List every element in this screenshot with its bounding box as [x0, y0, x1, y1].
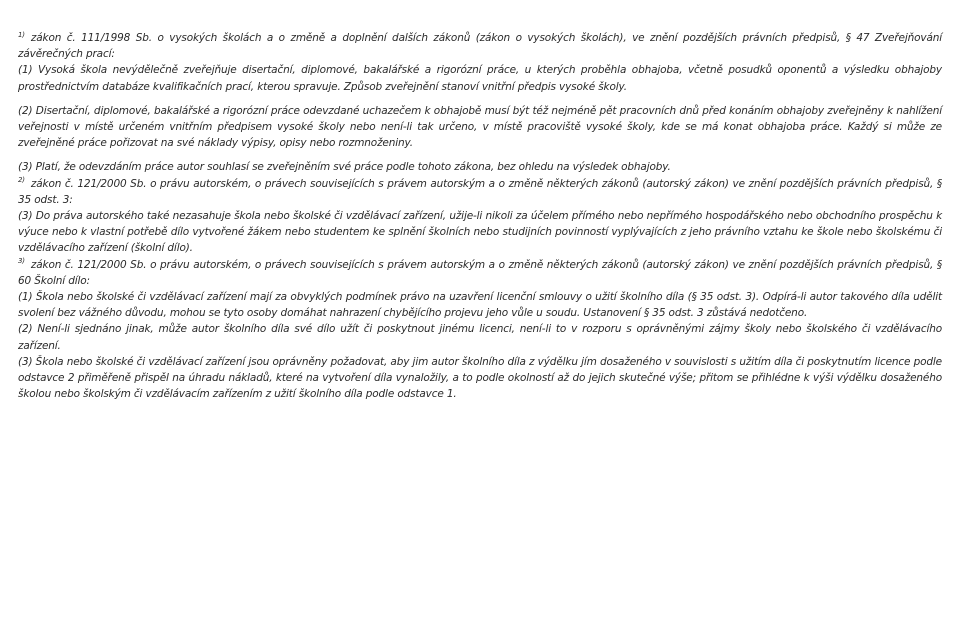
paragraph-text: (3) Škola nebo školské či vzdělávací zařízení jsou oprávněny požadovat, aby jim autor školního díla z výdělku jím dosaženého v souvislosti s užitím díla či poskytnutím licence podle odstavce 2 přiměřeně přispěl na úhradu nákladů, které na vytvoření díla vynaložily, a to podle okolností až do jejich skutečné výše; přitom se přihlédne k výši výdělku dosaženého školou nebo školským či vzdělávacím zařízením z užití školního díla podle odstavce 1.	[18, 355, 942, 401]
footnote-2	[18, 176, 942, 208]
footnote-1	[18, 30, 942, 62]
footnote-text: zákon č. 121/2000 Sb. o právu autorském, o právech souvisejících s právem autorským a o změně některých zákonů (autorský zákon) ve znění pozdějších právních předpisů, § 35 odst. 3:	[18, 177, 942, 206]
footnote-marker: 2)	[18, 176, 25, 185]
footnote-marker: 3)	[18, 257, 25, 266]
paragraph-text: (3) Do práva autorského také nezasahuje škola nebo školské či vzdělávací zařízení, užije-li nikoli za účelem přímého nebo nepřímého hospodářského nebo obchodního prospěchu k výuce nebo k vlastní potřebě dílo vytvořené žákem nebo studentem ke splnění školních nebo studijních povinností vyplývajících z jeho právního vztahu ke škole nebo školskému či vzdělávacího zařízení (školní dílo).	[18, 210, 942, 255]
footnote-marker: 1)	[18, 30, 25, 39]
paragraph-60-3	[18, 354, 942, 403]
footnote-3	[18, 257, 942, 289]
paragraph-text: (1) Škola nebo školské či vzdělávací zařízení mají za obvyklých podmínek právo na uzavření licenční smlouvy o užití školního díla (§ 35 odst. 3). Odpírá-li autor takového díla udělit svolení bez vážného důvodu, mohou se tyto osoby domáhat nahrazení chybějícího projevu jeho vůle u soudu. Ustanovení § 35 odst. 3 zůstává nedotčeno.	[18, 291, 942, 320]
paragraph-60-1	[18, 289, 942, 321]
paragraph-text: (2) Není-li sjednáno jinak, může autor školního díla své dílo užít či poskytnout jinému licenci, není-li to v rozporu s oprávněnými zájmy školy nebo školského či vzdělávacího zařízení.	[18, 323, 942, 352]
paragraph-text: (2) Disertační, diplomové, bakalářské a rigorózní práce odevzdané uchazečem k obhajobě musí být též nejméně pět pracovních dnů před konáním obhajoby zveřejněny k nahlížení veřejnosti v místě určeném vnitřním předpisem vysoké školy nebo není-li tak určeno, v místě pracoviště vysoké školy, kde se má konat obhajoba práce. Každý si může ze zveřejněné práce pořizovat na své náklady výpisy, opisy nebo rozmnoženiny.	[18, 104, 942, 150]
paragraph-47-3	[18, 159, 942, 175]
paragraph-text: (3) Platí, že odevzdáním práce autor souhlasí se zveřejněním své práce podle tohoto zákona, bez ohledu na výsledek obhajoby.	[18, 161, 671, 174]
paragraph-35-3	[18, 208, 942, 257]
paragraph-47-1	[18, 62, 942, 94]
paragraph-47-2	[18, 103, 942, 152]
footnote-text: zákon č. 111/1998 Sb. o vysokých školách a o změně a doplnění dalších zákonů (zákon o vysokých školách), ve znění pozdějších právních předpisů, § 47 Zveřejňování závěrečných prací:	[18, 32, 942, 61]
paragraph-text: (1) Vysoká škola nevýdělečně zveřejňuje disertační, diplomové, bakalářské a rigorózní práce, u kterých proběhla obhajoba, včetně posudků oponentů a výsledku obhajoby prostřednictvím databáze kvalifikačních prací, kterou spravuje. Způsob zveřejnění stanoví vnitřní předpis vysoké školy.	[18, 64, 942, 93]
footnote-text: zákon č. 121/2000 Sb. o právu autorském, o právech souvisejících s právem autorským a o změně některých zákonů (autorský zákon) ve znění pozdějších právních předpisů, § 60 Školní dílo:	[18, 258, 942, 287]
paragraph-60-2	[18, 321, 942, 353]
